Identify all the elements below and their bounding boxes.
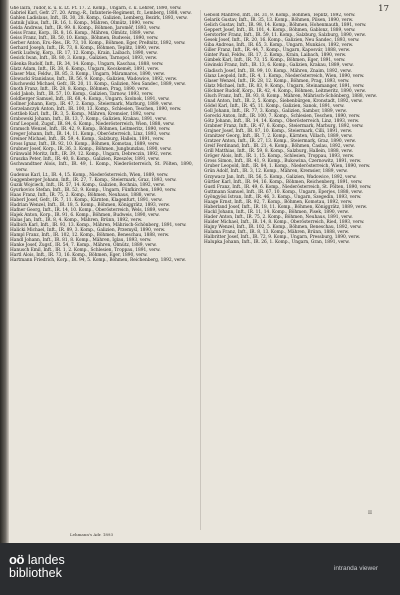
register-entry: Halbritter Josef, Inft., IR. 72, 9. Komp., Ungarn, Pressburg, 1890, verw. [204,235,360,241]
register-entry: Glaser Max, Feldw., IR. 85, 3. Komp., Ungarn, Máramaros, 1890, verw. [10,71,165,77]
register-entry: Geppert Josef, Inft., IR. 101, 4. Komp., Böhmen, Gablonz, 1889, verw. [204,28,356,34]
left-column [10,6,193,538]
register-entry: Gollner Johann, Korp., IR. 47, 2. Komp., Steiermark, Marburg, 1889, verw. [10,101,173,107]
register-entry: Gabriel Karl, Gefr. 27. 20. Armg.-R., Infanterie-Regiment, fr., Lemberg, 1888, verw. [10,11,192,17]
register-entry: Hanusch Emil, Inft., IR. 1, 2. Komp., Schlesien, Troppau, 1891, verw. [10,248,161,254]
register-entry: Gudenus Karl, Lt., IR. 4, 15. Komp., Niederösterreich, Wien, 1889, verw. [10,172,169,178]
register-entry: Halama Franz, Inft., IR. 8, 13. Komp., Mähren, Brünn, 1888, verw. [204,230,349,236]
register-entry: Grünwald Moritz, Inft., IR. 39, 12. Komp., Ungarn, Debreczin, 1892, verw. [10,152,173,158]
register-entry: Hampl Franz, Inft., IR. 102, 12. Komp., Böhmen, Beneschau, 1888, verw. [10,233,170,239]
register-entry: Goldberger Samuel, Inft., IR. 68, 4. Komp., Ungarn, Szolnok, 1891, verw. [10,96,170,102]
register-entry: Gold Jakob, Inft., IR. 57, 10. Komp., Galizien, Tarnow, 1893, verw. [10,91,154,97]
register-entry: Gross Simon, Inft., IR. 41, 9. Komp., Bukowina, Czernowitz, 1891, verw. [204,159,362,165]
right-column [204,13,387,523]
register-entry: Haberland Josef, Inft., IR. 18, 11. Komp., Böhmen, Königgrätz, 1889, verw. [204,204,368,210]
register-entry: Granitzer Georg, Inft., IR. 7, 2. Komp., Kärnten, Villach, 1889, verw. [204,134,353,140]
register-entry: Gratzer Anton, Inft., IR. 27, 13. Komp., Steiermark, Graz, 1890, verw. [204,139,356,145]
register-entry: Gödel Karl, Inft., IR. 45, 11. Komp., Galizien, Sanok, 1891, verw. [204,103,345,109]
register-entry: Gyurkovics Stefan, Inft., IR. 52, 9. Komp., Ungarn, Fünfkirchen, 1890, verw. [10,187,177,193]
register-entry: Ginter Paul, Feldw., IR. 17, 2. Komp., Krain, Laibach, 1890, verw. [204,53,347,59]
register-entry: Glatz Michael, Inft., IR. 83, 9. Komp., Ungarn, Steinamanger, 1891, verw. [204,83,365,89]
register-entry: Haage Ernst, Inft., IR. 92, 7. Komp., Böhmen, Komotau, 1892, verw. [204,199,353,205]
register-entry: Glaser Wenzel, Inft., IR. 28, 12. Komp., Böhmen, Prag, 1893, verw. [204,78,350,84]
register-entry: Geiss Franz, Korp., IR. 8, 16. Komp., Mähren, Olmütz, 1889, verw. [10,31,155,37]
register-entry: Giwinski Franz, Inft., IR. 13, 6. Komp., Galizien, Krakau, 1889, verw. [204,63,354,69]
register-entry: Glatz Adam, Inft., IR. 38, 6. Komp., Ungarn, Kecskemét, 1891, verw. [10,66,159,72]
register-entry: Gatnik Julius, Inft., IR. 16, 1. Komp., Mähren, Olmütz, 1890, verw. [10,21,155,27]
register-entry: Gschwandtner Alois, Inft., IR. 49, 1. Komp., Niederösterreich, St. Pölten, 1890, verw. [10,162,193,173]
register-entry: Glowacki Stanislaus, Inft., IR. 56, 9. Komp., Galizien, Wadowice, 1892, verw. [10,76,178,82]
register-entry: Gramsch Wenzel, Inft., IR. 42, 9. Komp., Böhmen, Leitmeritz, 1890, verw. [10,127,171,133]
logo-mark: oö [9,552,24,567]
register-entry: Guttmann Samuel, Inft., IR. 67, 10. Komp., Ungarn, Eperjes, 1888, verw. [204,189,363,195]
register-entry: Graf Leopold, Zugsf., IR. 84, 6. Komp., Niederösterreich, Wien, 1888, verw. [10,122,175,128]
register-entry: Haas Franz, Inft., IR. 75, 2. Komp., Böhmen, Neuhaus, 1888, verw. [10,192,156,198]
register-entry: Hartmann Friedrich, Korp., IR. 94, 5. Komp., Böhmen, Reichenberg, 1892, verw. [10,258,186,264]
register-entry: Gluchowski Michael, Gefr., IR. 20, 11. Komp., Galizien, Neu Sandec, 1889, verw. [10,81,186,87]
register-entry: Gnad Anton, Inft., IR. 2, 5. Komp., Siebenbürgen, Kronstadt, 1892, verw. [204,98,363,104]
register-entry: Gerstorfer Franz, Inft., IR. 59, 11. Komp., Salzburg, Salzburg, 1890, verw. [204,33,366,39]
register-entry: Gelarik Gustav, Inft., IR. 35, 13. Komp., Böhmen, Pilsen, 1890, verw. [204,18,354,24]
register-entry: Glöckner Rudolf, Korp., IR. 42, 4. Komp., Böhmen, Leitmeritz, 1890, verw. [204,88,366,94]
register-entry: Grün Adolf, Inft., IR. 3, 12. Komp., Mähren, Kremsier, 1889, verw. [204,169,348,175]
register-entry: Gluch Franz, Inft., IR. 93, 8. Komp., Mähren, Mährisch-Schönberg, 1888, verw. [204,93,377,99]
library-logo[interactable] [9,553,65,580]
register-entry: Greger Johann, Inft., IR. 14, 11. Komp., Oberösterreich, Linz, 1893, verw. [10,132,171,138]
register-entry: Gröger Alois, Inft., IR. 1, 15. Komp., Schlesien, Troppau, 1893, verw. [204,154,355,160]
register-entry: Gerik Ludwig, Korp., IR. 17, 12. Komp., Krain, Laibach, 1890, verw. [10,51,158,57]
register-entry: Handl Johann, Inft., IR. 81, 8. Komp., Mähren, Iglau, 1893, verw. [10,238,152,244]
register-entry: Glanz Leopold, Inft., IR. 4, 1. Komp., Niederösterreich, Wien, 1890, verw. [204,73,365,79]
register-entry: Gebold Manfred, Inft., IR. 31, 9. Komp., Böhmen, Teplitz, 1892, verw. [204,13,356,18]
register-entry: Halupka Johann, Inft., IR. 26, 1. Komp., Ungarn, Gran, 1891, verw. [204,240,350,246]
register-entry: Halas Jan, Inft., IR. 8, 4. Komp., Mähren, Brünn, 1892, verw. [10,217,143,223]
register-entry: Hanke Josef, Zugsf., IR. 54, 7. Komp., Mähren, Olmütz, 1889, verw. [10,243,157,249]
register-entry: Gottlieb Karl, Inft., IR. 3, 5. Komp., Mähren, Kremsier, 1892, verw. [10,111,156,117]
register-entry: Gnoth Franz, Inft., IR. 28, 8. Komp., Böhmen, Prag, 1890, verw. [10,86,149,92]
register-entry: Gelich Gustav, Inft., IR. 98, 14. Komp., Böhmen, Hohenmauth, 1891, verw. [204,23,367,29]
register-entry: Grajner Josef, Inft., IR. 87, 10. Komp., Steiermark, Cilli, 1891, verw. [204,129,353,135]
printer-signature: Lehmann's Adr. 1893 [70,532,113,537]
register-entry: Gerhard Joseph, Inft., IR. 73, 8. Komp., Böhmen, Teplitz, 1890, verw. [10,46,161,52]
register-entry: Gross Ignaz, Inft., IR. 92, 10. Komp., Böhmen, Komotau, 1889, verw. [10,142,160,148]
register-entry: Gesek Josef, Inft., IR. 20, 16. Komp., Galizien, Neu Sandec, 1893, verw. [204,38,360,44]
register-entry: Gilenka Rudolf, Inft., IR. 34, 14. Komp., Ungarn, Kaschau, 1888, verw. [10,61,164,67]
book-gutter [0,0,9,543]
register-entry: Geiss Franz, Inft., IR. 50, 10. Komp., Böhmen, Budweis, 1890, verw. [10,36,159,42]
logo-word-bottom: bibliothek [9,566,62,580]
register-entry: Hafner Georg, Inft., IR. 14, 10. Komp., Oberösterreich, Wels, 1889, verw. [10,207,170,213]
register-entry: Gorzelanczyk Anton, Inft., IR. 100, 13. Komp., Schlesien, Teschen, 1890, verw. [10,106,182,112]
register-entry: Hader Anton, Inft., IR. 75, 2. Komp., Böhmen, Neuhaus, 1891, verw. [204,214,353,220]
register-entry: Halicki Michael, Inft., IR. 89, 3. Komp., Galizien, Przemyśl, 1890, verw. [10,228,166,234]
register-entry: Gerber Anton, Ers.-Res., IR. 73, 10. Komp., Böhmen, Eger, Preßnitz, 1892, verw. [10,41,186,47]
register-entry: Grabowski Johann, Inft., IR. 13, 7. Komp., Galizien, Krakau, 1891, verw. [10,117,167,123]
register-entry: Giba Andreas, Inft., IR. 65, 3. Komp., Ungarn, Munkács, 1892, verw. [204,43,354,49]
register-entry: Gustl Franz, Inft., IR. 49, 6. Komp., Niederösterreich, St. Pölten, 1890, verw. [204,184,372,190]
register-entry: Grzywacz Jan, Inft., IR. 56, 5. Komp., Galizien, Wadowice, 1892, verw. [204,174,357,180]
logo-word-top: landes [27,553,65,567]
register-entry: Gahlen Ladislaus, Inft., IR. 30, 28. Komp., Galizien, Lemberg, Bezirk, 1893, verw. [10,16,188,22]
register-entry: Guggenberger Johann, Inft., IR. 27, 7. Komp., Steiermark, Graz, 1893, verw. [10,177,177,183]
register-entry: Grill Matthias, Inft., IR. 59, 8. Komp., Salzburg, Hallein, 1888, verw. [204,149,353,155]
register-entry: Halbich Karl, Inft., IR. 93, 13. Komp., Mähren, Mährisch-Schönberg, 1891, verw. [10,223,187,229]
footer-mark: II [368,510,372,516]
register-entry: Guzik Wojciech, Inft., IR. 57, 14. Komp., Galizien, Bochnia, 1892, verw. [10,182,165,188]
column-divider [200,10,201,530]
register-entry: Hadrian Wenzel, Inft., IR. 18, 5. Komp., Böhmen, Königgrätz, 1893, verw. [10,202,171,208]
page-number: 17 [378,4,389,14]
register-entry: Gorecki Anton, Inft., IR. 100, 7. Komp., Schlesien, Teschen, 1890, verw. [204,113,361,119]
register-entry: Gesick Iwan, Inft., IR. 80, 3. Komp., Galizien, Tarnopol, 1893, verw. [10,56,157,62]
register-entry: Grubner Josef, Korp., IR. 36, 3. Komp., Böhmen, Jungbunzlau, 1890, verw. [10,147,172,153]
register-entry: Gladisch Josef, Inft., IR. 99, 10. Komp., Mähren, Znaim, 1892, verw. [204,68,352,74]
register-entry: Goll Johann, Inft., IR. 77, 3. Komp., Galizien, Sambor, 1889, verw. [204,108,347,114]
register-entry: Giller Franz, Inft., IR. 44, 7. Komp., Ungarn, Kaposvár, 1888, verw. [204,48,351,54]
register-entry: Grabner Franz, Inft., IR. 47, 6. Komp., Steiermark, Marburg, 1892, verw. [204,124,364,130]
register-entry: Gürtler Karl, Inft., IR. 94, 16. Komp., Böhmen, Reichenberg, 1891, verw. [204,179,363,185]
register-entry: Greiner Michael, Inft., IR. 59, 4. Komp., Salzburg, Hallein, 1891, verw. [10,137,165,143]
register-entry: Geida Andreas, Inft., IR. 99. 8. Komp., Böhmen, Jaroměř, 1893, verw. [10,26,161,32]
register-entry: Haberl Josef, Gefr., IR. 7, 11. Komp., Kärnten, Klagenfurt, 1891, verw. [10,197,163,203]
register-entry: Hajek Anton, Korp., IR. 91, 6. Komp., Böhmen, Budweis, 1890, verw. [10,212,160,218]
register-entry: Gruber Leopold, Inft., IR. 84, 1. Komp., Niederösterreich, Wien, 1890, verw. [204,164,371,170]
register-entry: Hartl Alois, Inft., IR. 73, 16. Komp., Böhmen, Eger, 1890, verw. [10,253,148,259]
register-entry: Hajny Wenzel, Inft., IR. 102, 5. Komp., Böhmen, Beneschau, 1892, verw. [204,224,362,230]
register-entry: Hackl Johann, Inft., IR. 11, 14. Komp., Böhmen, Pisek, 1890, verw. [204,209,349,215]
register-entry: Ghe laira, Tudor, k. u. k. Lt. Ft. 17. 2. Komp., Ungarn, c. k. Lehrer, 1890, verw. [10,6,182,11]
register-entry: Greif Ferdinand, Inft., IR. 21, 4. Komp., Böhmen, Časlau, 1892, verw. [204,144,355,150]
viewer-label[interactable]: intranda viewer [333,565,378,572]
register-entry: Gyöngyösi Istvan, Inft., IR. 46, 3. Komp., Ungarn, Szegedin, 1893, verw. [204,194,362,200]
register-entry: Gruszka Peter, Inft., IR. 40, 8. Komp., Galizien, Rzeszów, 1891, verw. [10,157,160,163]
register-entry: Haider Michael, Inft., IR. 14, 8. Komp., Oberösterreich, Ried, 1893, verw. [204,219,365,225]
register-entry: Gimbek Karl, Inft., IR. 73, 15. Komp., Böhmen, Eger, 1891, verw. [204,58,346,64]
register-entry: Götz Johann, Inft., IR. 14, 14. Komp., Oberösterreich, Linz, 1893, verw. [204,118,360,124]
